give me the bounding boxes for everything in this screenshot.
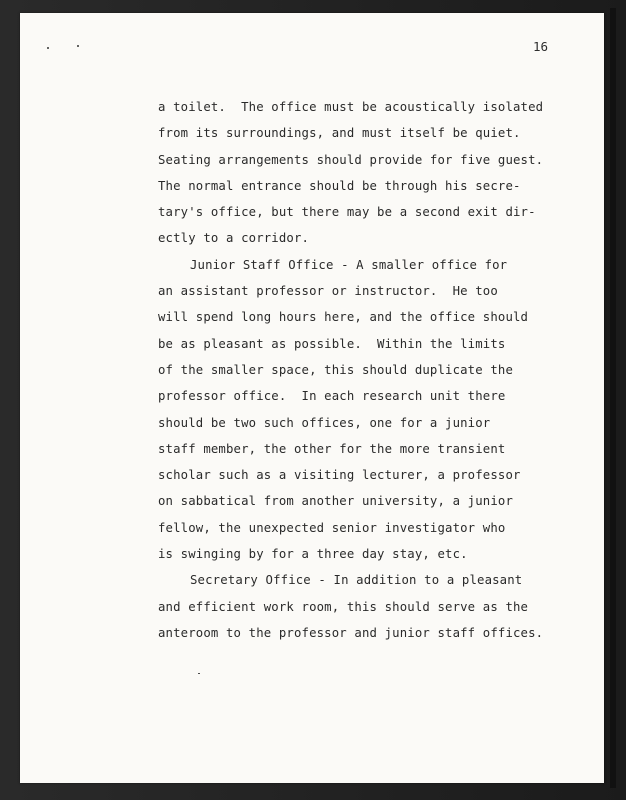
text-line: The normal entrance should be through his secre- <box>158 178 521 193</box>
text-line: scholar such as a visiting lecturer, a professor <box>158 468 521 483</box>
paragraph-start-line: Secretary Office - In addition to a pleasant <box>190 573 523 588</box>
text-line: professor office. In each research unit there <box>158 389 506 404</box>
paragraph-start-line: Junior Staff Office - A smaller office for <box>190 257 508 272</box>
text-line: be as pleasant as possible. Within the limits <box>158 336 506 351</box>
scan-speck <box>77 45 79 47</box>
page-number: 16 <box>533 39 549 54</box>
text-line: ectly to a corridor. <box>158 231 310 246</box>
text-line: should be two such offices, one for a junior <box>158 415 491 430</box>
text-line: and efficient work room, this should serve as the <box>158 599 529 614</box>
text-line: Seating arrangements should provide for five guest. <box>158 152 544 167</box>
text-line: is swinging by for a three day stay, etc. <box>158 547 468 562</box>
text-line: fellow, the unexpected senior investigator who <box>158 520 506 535</box>
text-line: anteroom to the professor and junior staff offices. <box>158 625 544 640</box>
scan-speck <box>198 673 200 674</box>
body-text <box>158 94 544 646</box>
text-line: of the smaller space, this should duplicate the <box>158 362 514 377</box>
scan-speck <box>47 47 49 49</box>
text-line: staff member, the other for the more transient <box>158 441 506 456</box>
text-line: from its surroundings, and must itself be quiet. <box>158 126 521 141</box>
text-line: on sabbatical from another university, a junior <box>158 494 514 509</box>
text-line: a toilet. The office must be acoustically isolated <box>158 100 544 114</box>
text-line: tary's office, but there may be a second exit dir- <box>158 205 536 220</box>
text-line: will spend long hours here, and the office should <box>158 310 529 325</box>
page-edge-shadow <box>610 8 616 788</box>
text-line: an assistant professor or instructor. He too <box>158 284 498 299</box>
